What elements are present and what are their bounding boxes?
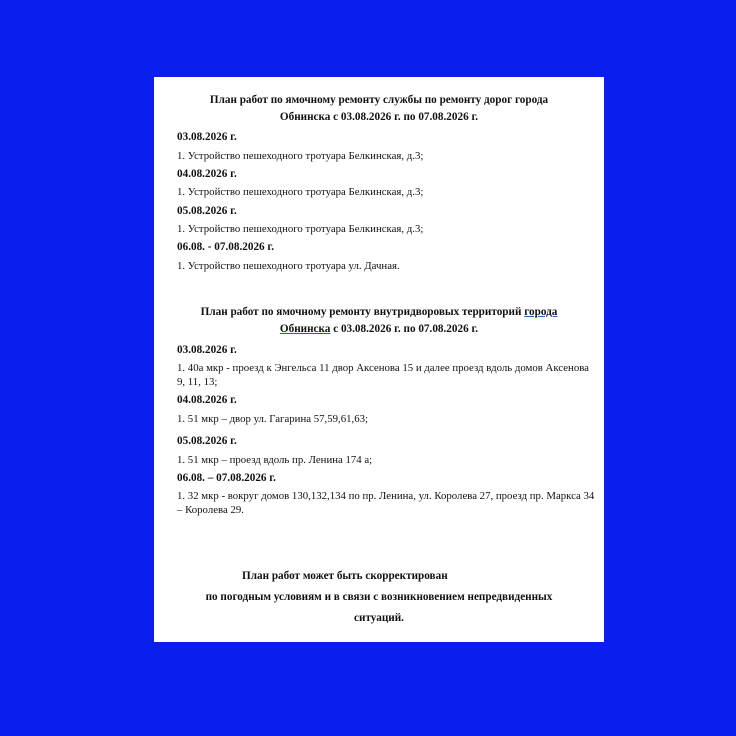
closing-line-1: План работ может быть скорректирован bbox=[242, 570, 448, 582]
section2-item-2: 1. 51 мкр – двор ул. Гагарина 57,59,61,63; bbox=[177, 413, 369, 425]
section2-date-4: 06.08. – 07.08.2026 г. bbox=[177, 472, 276, 484]
section2-item-1: 1. 40а мкр - проезд к Энгельса 11 двор Аксенова 15 и далее проезд вдоль домов Аксенова 9, 11, 13; bbox=[177, 362, 589, 388]
document-page bbox=[154, 77, 604, 642]
section1-date-1: 03.08.2026 г. bbox=[177, 131, 237, 143]
section2-date-2: 04.08.2026 г. bbox=[177, 394, 237, 406]
section2-item-3: 1. 51 мкр – проезд вдоль пр. Ленина 174 а; bbox=[177, 454, 373, 466]
section2-item-4: 1. 32 мкр - вокруг домов 130,132,134 по пр. Ленина, ул. Королева 27, проезд пр. Маркса 34 – Королева 29. bbox=[177, 490, 595, 516]
closing-line-3: ситуаций. bbox=[354, 612, 404, 624]
section1-item-1: 1. Устройство пешеходного тротуара Белкинская, д.3; bbox=[177, 150, 424, 162]
section1-item-2: 1. Устройство пешеходного тротуара Белкинская, д.3; bbox=[177, 186, 424, 198]
section2-date-1: 03.08.2026 г. bbox=[177, 344, 237, 356]
section2-date-3: 05.08.2026 г. bbox=[177, 435, 237, 447]
section2-title-link-obninsk: Обнинска bbox=[279, 322, 331, 335]
section2-title bbox=[166, 304, 592, 337]
section1-title-line2: Обнинска с 03.08.2026 г. по 07.08.2026 г. bbox=[279, 110, 479, 123]
section2-title-part2: с 03.08.2026 г. по 07.08.2026 г. bbox=[330, 322, 479, 335]
section1-title-line1: План работ по ямочному ремонту службы по ремонту дорог города bbox=[209, 94, 549, 106]
section1-item-4: 1. Устройство пешеходного тротуара ул. Дачная. bbox=[177, 260, 400, 272]
section1-date-2: 04.08.2026 г. bbox=[177, 168, 237, 180]
section2-title-part1: План работ по ямочному ремонту внутридворовых территорий bbox=[200, 306, 525, 318]
section1-date-3: 05.08.2026 г. bbox=[177, 205, 237, 217]
closing-line-2: по погодным условиям и в связи с возникновением непредвиденных bbox=[205, 591, 553, 603]
section1-title bbox=[166, 92, 592, 125]
section2-title-link-city: города bbox=[524, 306, 558, 318]
section1-item-3: 1. Устройство пешеходного тротуара Белкинская, д.3; bbox=[177, 223, 424, 235]
section1-date-4: 06.08. - 07.08.2026 г. bbox=[177, 241, 275, 253]
